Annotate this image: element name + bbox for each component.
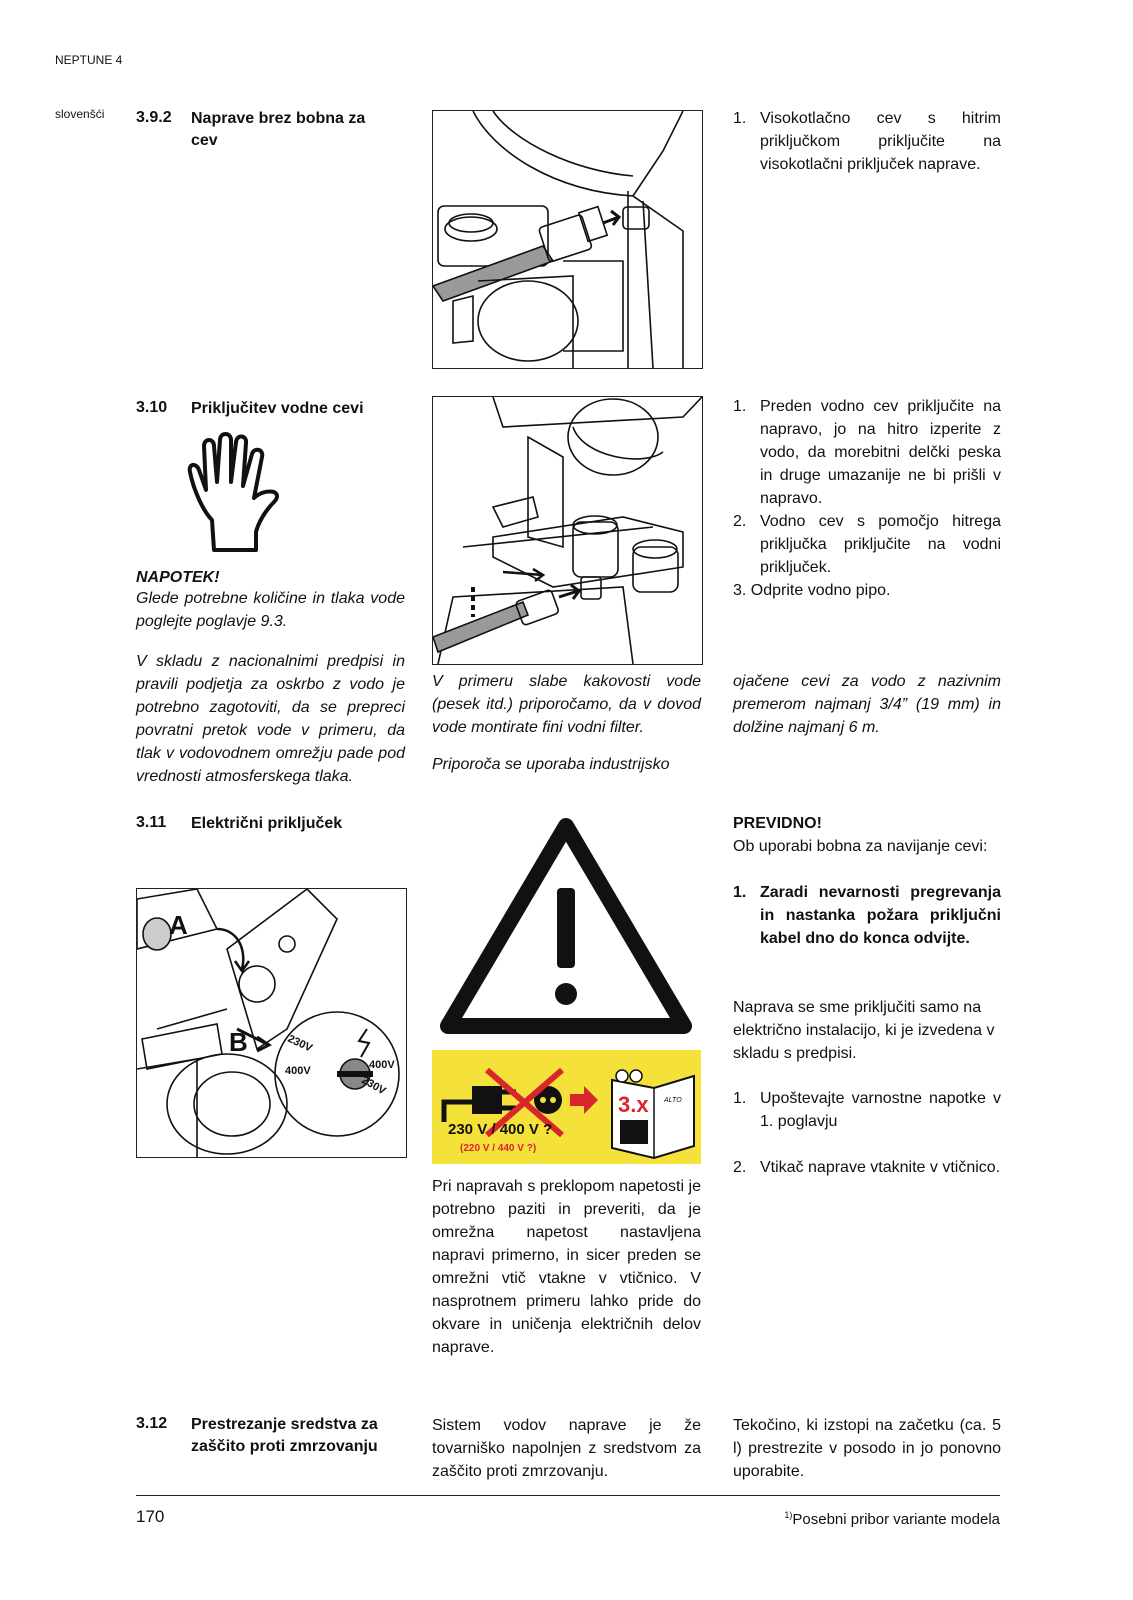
caution-heading: PREVIDNO! — [733, 815, 822, 832]
figure-voltage-switch — [136, 888, 407, 1158]
step-text: Preden vodno cev priključite na napravo, jo na hitro izperite z vodo, da morebitni delčki peska in druge umazanije ne bi prišli v napravo. — [760, 398, 1001, 507]
hand-icon — [186, 432, 282, 556]
water-quality-note: V primeru slabe kakovosti vode (pesek itd.) priporočamo, da v dovod vode montirate fini vodni filter. — [432, 673, 701, 736]
step-text: Upoštevajte varnostne napotke v 1. poglavju — [760, 1090, 1001, 1130]
figure-label-b: B — [229, 1027, 248, 1057]
note-paragraph: V skladu z nacionalnimi predpisi in pravili podjetja za oskrbo z vodo je potrebno zagotoviti, da se prepreci povratni pretok vode v primeru, da tlak v vodovodnem omrežju pade pod vrednosti atmosferskega tlaka. — [136, 653, 405, 785]
water-inlet-illustration — [433, 397, 702, 664]
dial-label-230v-right: 230V — [359, 1074, 388, 1098]
step-text: Zaradi nevarnosti pregrevanja in nastanka požara priključni kabel dno do konca odvijte. — [760, 884, 1001, 947]
voltage-alt-label: (220 V / 440 V ?) — [460, 1143, 537, 1154]
caution-intro: Ob uporabi bobna za navijanje cevi: — [733, 838, 988, 855]
figure-label-a: A — [169, 910, 188, 940]
section-title-line: Naprave brez bobna za — [191, 110, 366, 127]
step-number: 1. — [733, 884, 747, 901]
section-number-3-11: 3.11 — [136, 814, 167, 831]
dial-label-400v-right: 400V — [369, 1059, 395, 1071]
step-text: Visokotlačno cev s hitrim priključkom priključite na visokotlačni priključek naprave. — [760, 110, 1001, 173]
antifreeze-paragraph: Sistem vodov naprave je že tovarniško napolnjen z sredstvom za zaščito proti zmrzovanju. — [432, 1417, 701, 1480]
list-item — [733, 1156, 1001, 1179]
manual-chapter-label: 3.x — [618, 1092, 649, 1117]
note-paragraph: Glede potrebne količine in tlaka vode poglejte poglavje 9.3. — [136, 590, 405, 630]
note-heading: NAPOTEK! — [136, 569, 220, 586]
step-number: 2. — [733, 513, 747, 530]
step-text: Vtikač naprave vtaknite v vtičnico. — [760, 1159, 1001, 1176]
document-model-header: NEPTUNE 4 — [55, 53, 123, 67]
step-number: 1. — [733, 110, 747, 127]
step-text: Odprite vodno pipo. — [750, 582, 891, 599]
installation-paragraph: Naprava se sme priključiti samo na električno instalacijo, ki je izvedena v skladu s predpisi. — [733, 999, 995, 1062]
step-number: 1. — [733, 398, 747, 415]
hose-spec-note: ojačene cevi za vodo z nazivnim premerom najmanj 3/4” (19 mm) in dolžine najmanj 6 m. — [733, 673, 1001, 736]
section-title-line: Prestrezanje sredstva za — [191, 1416, 378, 1433]
water-quality-note-continued: Priporoča se uporaba industrijsko — [432, 756, 670, 773]
voltage-question-label: 230 V / 400 V ? — [448, 1121, 553, 1138]
section-title-3-12 — [191, 1414, 406, 1458]
step-number: 1. — [733, 1090, 747, 1107]
language-label: slovenšći — [55, 107, 105, 121]
dial-label-230v-left: 230V — [285, 1032, 315, 1055]
steps-3-9-2 — [733, 107, 1001, 176]
list-item — [733, 107, 1001, 176]
list-item — [733, 881, 1001, 950]
pressure-washer-hose-illustration — [433, 111, 702, 368]
section-title-3-9-2 — [191, 108, 401, 152]
footnote — [784, 1510, 1000, 1528]
section-number-3-10: 3.10 — [136, 399, 168, 416]
figure-water-hose-connection — [432, 396, 703, 665]
step-number: 2. — [733, 1159, 747, 1176]
steps-3-11 — [733, 1087, 1001, 1179]
section-title-3-10: Priključitev vodne cevi — [191, 400, 364, 417]
step-text: Vodno cev s pomočjo hitrega priključka priključite na vodni priključek. — [760, 513, 1001, 576]
page-number: 170 — [136, 1507, 165, 1526]
section-title-line: zaščito proti zmrzovanju — [191, 1438, 378, 1455]
steps-3-10 — [733, 395, 1001, 602]
figure-high-pressure-connection — [432, 110, 703, 369]
list-item — [733, 579, 1001, 602]
footnote-text: Posebni pribor variante modela — [792, 1511, 1000, 1528]
caution-steps — [733, 881, 1001, 950]
list-item — [733, 510, 1001, 579]
warning-triangle-icon — [440, 818, 692, 1036]
footer-divider — [136, 1495, 1000, 1496]
voltage-switch-illustration — [137, 889, 406, 1157]
list-item — [733, 395, 1001, 510]
section-number-3-9-2: 3.9.2 — [136, 109, 172, 126]
manual-brand-label: ALTO — [664, 1097, 682, 1104]
voltage-warning-sign — [432, 1050, 701, 1164]
antifreeze-collect-paragraph: Tekočino, ki izstopi na začetku (ca. 5 l) prestrezite v posodo in jo ponovno uporabite. — [733, 1417, 1001, 1480]
dial-label-400v-left: 400V — [285, 1065, 311, 1077]
list-item — [733, 1087, 1001, 1133]
step-number: 3. — [733, 582, 747, 599]
voltage-check-paragraph: Pri napravah s preklopom napetosti je potrebno paziti in preveriti, da je omrežna napetost nastavljena napravi primerno, in sicer preden se omrežni vtič vtakne v vtičnico. V nasprotnem primeru lahko pride do okvare in uničenja električnih delov naprave. — [432, 1178, 701, 1356]
section-number-3-12: 3.12 — [136, 1415, 168, 1432]
section-title-3-11: Električni priključek — [191, 815, 343, 832]
footnote-mark: 1) — [784, 1510, 793, 1520]
section-title-line: cev — [191, 132, 218, 149]
